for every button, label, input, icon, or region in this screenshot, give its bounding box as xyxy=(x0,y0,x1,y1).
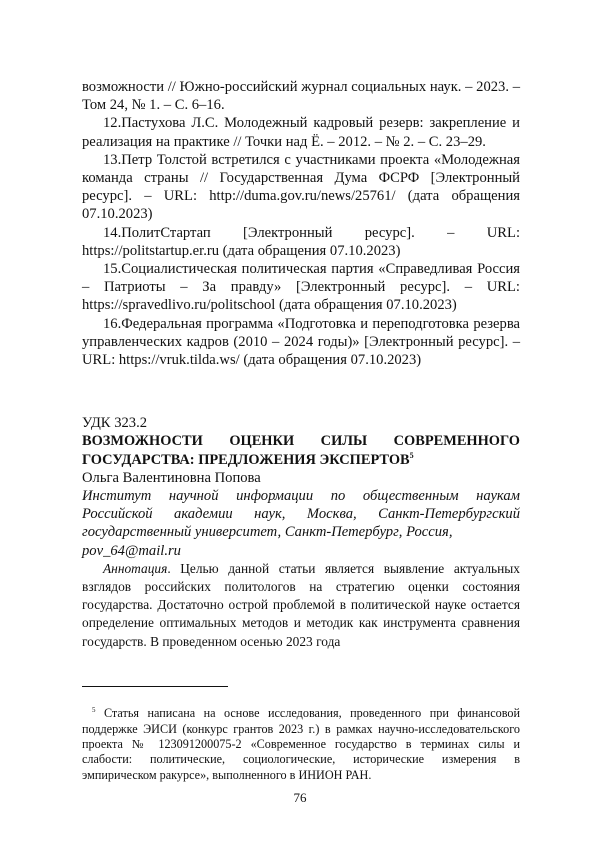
reference-15: 15.Социалистическая политическая партия «Справедливая Россия – Патриоты – За правду» [Электронный ресурс]. – URL: https://spravedlivo.ru/politschool (дата обращения 07.10.2023) xyxy=(82,260,520,315)
article-title-text: ВОЗМОЖНОСТИ ОЦЕНКИ СИЛЫ СОВРЕМЕННОГО ГОСУДАРСТВА: ПРЕДЛОЖЕНИЯ ЭКСПЕРТОВ xyxy=(82,433,520,467)
udk-code: УДК 323.2 xyxy=(82,414,520,432)
footnote xyxy=(82,706,520,783)
reference-12: 12.Пастухова Л.С. Молодежный кадровый резерв: закрепление и реализация на практике // Точки над Ё. – 2012. – № 2. – С. 23–29. xyxy=(82,114,520,150)
reference-16: 16.Федеральная программа «Подготовка и переподготовка резерва управленческих кадров (2010 – 2024 годы)» [Электронный ресурс]. – URL: https://vruk.tilda.ws/ (дата обращения 07.10.2023) xyxy=(82,315,520,370)
footnote-text: Статья написана на основе исследования, проведенного при финансовой поддержке ЭИСИ (конкурс грантов 2023 г.) в рамках научно-исследовательского проекта № 123091200075-2 «Современное государство в терминах силы и слабости: политические, социологические, исторические измерения в эмпирическом ракурсе», выполненного в ИНИОН РАН. xyxy=(82,706,520,782)
title-footnote-mark: 5 xyxy=(410,451,414,460)
author-affiliation xyxy=(82,487,520,560)
article-title xyxy=(82,432,520,468)
author-email: pov_64@mail.ru xyxy=(82,543,181,559)
author-name: Ольга Валентиновна Попова xyxy=(82,469,520,487)
section-gap xyxy=(82,369,520,414)
reference-13: 13.Петр Толстой встретился с участниками проекта «Молодежная команда страны // Государственная Дума ФСРФ [Электронный ресурс]. – URL: http://duma.gov.ru/news/25761/ (дата обращения 07.10.2023) xyxy=(82,151,520,224)
reference-14: 14.ПолитСтартап [Электронный ресурс]. – URL: https://politstartup.er.ru (дата обращения 07.10.2023) xyxy=(82,224,520,260)
footnote-mark: 5 xyxy=(92,706,96,714)
affiliation-text: Институт научной информации по общественным наукам Российской академии наук, Москва, Санкт-Петербургский государственный университет, Санкт-Петербург, Россия, xyxy=(82,488,520,540)
document-page xyxy=(0,0,600,852)
abstract-label: Аннотация xyxy=(103,561,167,576)
abstract xyxy=(82,560,520,651)
footnote-divider xyxy=(82,686,228,687)
main-text xyxy=(82,78,520,651)
reference-continuation: возможности // Южно-российский журнал социальных наук. – 2023. – Том 24, № 1. – С. 6–16. xyxy=(82,78,520,114)
page-number: 76 xyxy=(0,790,600,806)
abstract-text: . Целью данной статьи является выявление актуальных взглядов российских политологов на стратегию оценки состояния государства. Достаточно острой проблемой в политической науке остается определение оптимальных методов и методик как инструмента сравнения государств. В проведенном осенью 2023 года xyxy=(82,561,520,649)
